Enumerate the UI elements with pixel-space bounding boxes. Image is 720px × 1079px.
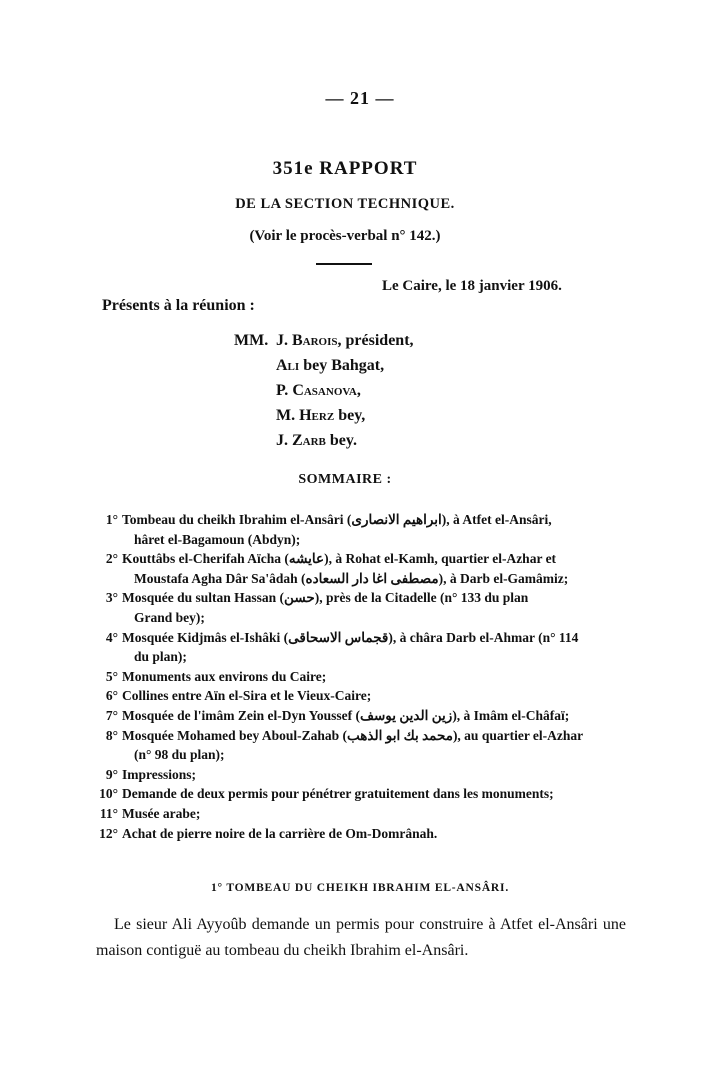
sommaire-item (90, 824, 625, 844)
attendee-row (234, 328, 414, 353)
item-text: Moustafa Agha Dâr Sa'âdah (مصطفى اغا دار السعاده), à Darb el-Gamâmiz; (134, 570, 569, 586)
item-text: hâret el-Bagamoun (Abdyn); (134, 531, 301, 547)
sommaire-item (90, 569, 625, 589)
item-number: 9° (105, 766, 118, 782)
item-number (90, 608, 122, 628)
item-number (90, 530, 122, 550)
item-number: 12° (99, 825, 118, 841)
item-number: 11° (99, 805, 118, 821)
item-number: 1° (105, 512, 118, 527)
item-text: Mosquée du sultan Hassan (حسن), près de la Citadelle (n° 133 du plan (122, 590, 529, 606)
item-text: Mosquée Mohamed bey Aboul-Zahab (محمد بك ابو الذهب), au quartier el-Azhar (122, 727, 584, 743)
item-text: Grand bey); (134, 609, 205, 625)
item-text: Mosquée Kidjmâs el-Ishâki (قجماس الاسحاقى), à châra Darb el-Ahmar (n° 114 (122, 629, 579, 645)
sommaire-heading: SOMMAIRE : (298, 472, 392, 487)
item-number (90, 647, 122, 667)
item-number: 5° (105, 668, 118, 684)
attendee-row (234, 353, 414, 378)
item-number: 8° (105, 727, 118, 743)
sommaire-item (90, 549, 625, 569)
sommaire-item (90, 804, 625, 824)
attendee-name: M. Herz bey, (276, 407, 366, 424)
item-text: Demande de deux permis pour pénétrer gratuitement dans les monuments; (122, 786, 554, 802)
sommaire-item (90, 784, 625, 804)
sommaire-item (90, 530, 625, 550)
body-paragraph: Le sieur Ali Ayyoûb demande un permis pour construire à Atfet el-Ansâri une maison contiguë au tombeau du cheikh Ibrahim el-Ansâri. (96, 916, 626, 959)
attendee-name: Ali bey Bahgat, (276, 357, 385, 374)
item-text: Impressions; (122, 766, 197, 782)
sommaire-item (90, 686, 625, 706)
item-number: 2° (105, 551, 118, 567)
page-number: — 21 — (325, 88, 395, 108)
attendee-name: J. Zarb bey. (276, 432, 358, 449)
sommaire-item (90, 510, 625, 530)
item-number: 3° (105, 590, 118, 606)
divider (316, 263, 372, 265)
sommaire-item (90, 706, 625, 726)
attendee-row (234, 403, 414, 428)
section-heading: 1° TOMBEAU DU CHEIKH IBRAHIM EL-ANSÂRI. (211, 882, 509, 894)
sommaire-item (90, 726, 625, 746)
item-text: Achat de pierre noire de la carrière de Om-Domrânah. (122, 825, 438, 841)
attendee-list (234, 328, 414, 453)
sommaire-item (90, 588, 625, 608)
item-text: du plan); (134, 649, 187, 665)
item-text: Tombeau du cheikh Ibrahim el-Ansâri (ابراهيم الانصارى), à Atfet el-Ansâri, (122, 512, 552, 527)
presents-label: Présents à la réunion : (102, 297, 255, 314)
item-text: Musée arabe; (122, 805, 201, 821)
item-number: 7° (105, 707, 118, 723)
item-number (90, 569, 122, 589)
item-text: Mosquée de l'imâm Zein el-Dyn Youssef (زين الدين يوسف), à Imâm el-Châfaï; (122, 707, 570, 723)
attendee-row (234, 428, 414, 453)
item-text: Kouttâbs el-Cherifah Aïcha (عايشه), à Rohat el-Kamh, quartier el-Azhar et (122, 551, 557, 567)
item-text: Collines entre Aïn el-Sira et le Vieux-Caire; (122, 688, 372, 704)
dateline: Le Caire, le 18 janvier 1906. (382, 278, 562, 294)
sommaire-item (90, 647, 625, 667)
item-number (90, 745, 122, 765)
attendees-prefix: MM. (234, 332, 269, 349)
sommaire-item (90, 667, 625, 687)
attendee-name: J. Barois, président, (276, 332, 414, 349)
report-subtitle: DE LA SECTION TECHNIQUE. (235, 196, 455, 212)
report-title: 351e RAPPORT (272, 158, 418, 179)
sommaire-item (90, 765, 625, 785)
sommaire-item (90, 628, 625, 648)
item-text: Monuments aux environs du Caire; (122, 668, 327, 684)
attendee-row (234, 378, 414, 403)
item-number: 4° (105, 629, 118, 645)
item-text: (n° 98 du plan); (134, 747, 225, 763)
sommaire-item (90, 608, 625, 628)
proces-verbal-reference: (Voir le procès-verbal n° 142.) (249, 228, 441, 244)
item-number: 10° (99, 786, 118, 802)
sommaire-list (90, 510, 625, 843)
item-number: 6° (105, 688, 118, 704)
sommaire-item (90, 745, 625, 765)
attendee-name: P. Casanova, (276, 382, 361, 399)
